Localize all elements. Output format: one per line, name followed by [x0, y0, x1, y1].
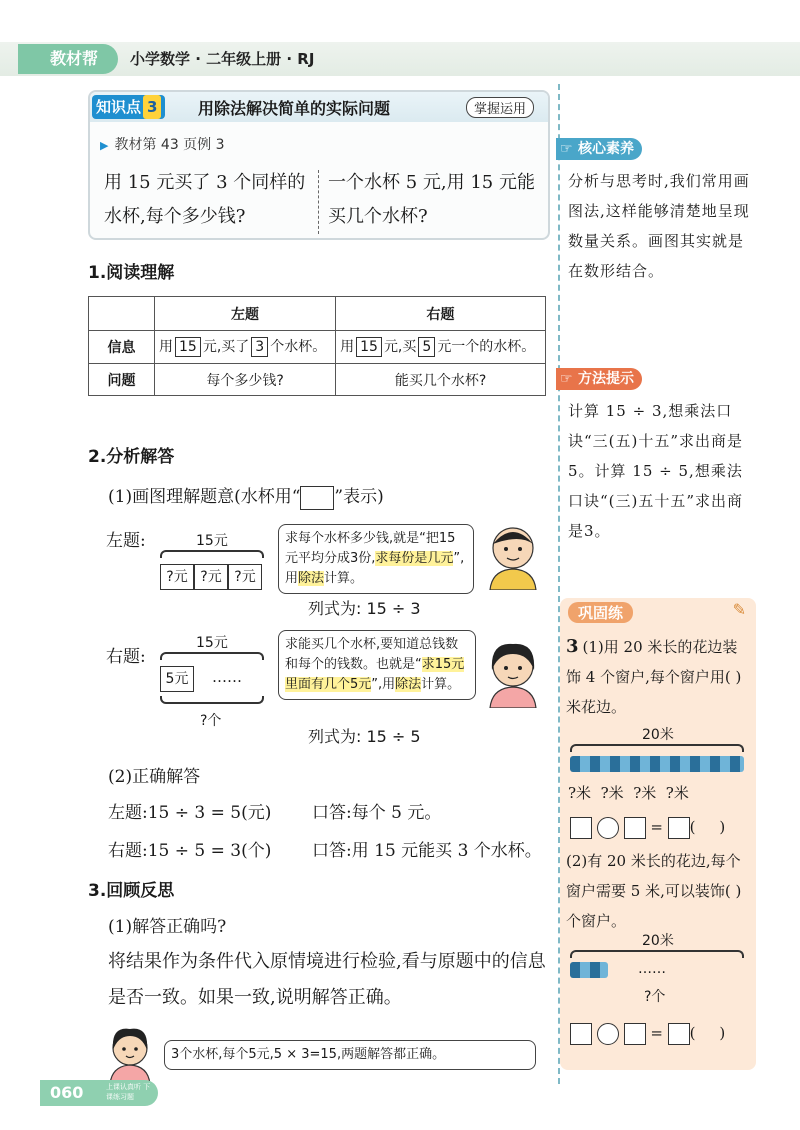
answer-box[interactable] — [570, 817, 592, 839]
practice-panel — [560, 598, 756, 1070]
boxed-value: 5 — [418, 337, 435, 357]
info-table — [88, 296, 546, 396]
mastery-badge: 掌握运用 — [466, 97, 534, 118]
lace-strip-2 — [570, 962, 608, 978]
textbook-reference: ▶ 教材第 43 页例 3 — [100, 137, 225, 153]
boxed-value: 15 — [356, 337, 382, 357]
right-count-brace — [160, 696, 264, 704]
question-left-cell: 每个多少钱? — [155, 364, 336, 396]
boy-illustration — [480, 522, 546, 590]
review-paragraph: 将结果作为条件代入原情境进行检验,看与原题中的信息是否一致。如果一致,说明解答正确。 — [108, 951, 546, 1008]
answer-left: 左题:15 ÷ 3 = 5(元) — [108, 803, 272, 823]
core-literacy-tag: ☞ 核心素养 — [556, 138, 642, 160]
girl-small-illustration — [102, 1024, 158, 1084]
info-left-cell: 用 15 元,买了 3 个水杯。 — [155, 331, 336, 364]
right-cups — [160, 666, 194, 692]
section-reading-title: 1.阅读理解 — [88, 263, 175, 283]
hand-icon: ☞ — [560, 371, 573, 387]
left-formula: 列式为: 15 ÷ 3 — [308, 599, 421, 618]
hand-icon: ☞ — [560, 141, 573, 157]
answer-box[interactable] — [624, 817, 646, 839]
cup-box: ?元 — [194, 564, 228, 590]
section-review-title: 3.回顾反思 — [88, 881, 175, 901]
brand-logo: 教材帮 — [18, 44, 118, 74]
right-hint-bubble: 求能买几个水杯,要知道总钱数和每个的钱数。也就是“求15元里面有几个5元”,用除法计算。 — [278, 630, 476, 700]
knowledge-point-tag: 知识点 3 — [92, 95, 165, 119]
practice-brace-1 — [570, 744, 744, 752]
info-right-cell: 用 15 元,买 5 元一个的水杯。 — [336, 331, 546, 364]
lace-strip-1 — [570, 756, 744, 772]
practice-length-1: 20米 — [642, 727, 674, 743]
cup-box: 5元 — [160, 666, 194, 692]
col-left-header: 左题 — [155, 297, 336, 331]
operator-circle[interactable] — [597, 817, 619, 839]
table-row — [89, 364, 546, 396]
left-total-brace — [160, 550, 264, 558]
boxed-value: 3 — [251, 337, 268, 357]
step2-text: (2)正确解答 — [108, 767, 201, 787]
core-literacy-text: 分析与思考时,我们常用画图法,这样能够清楚地呈现数量关系。画图其实就是在数形结合。 — [568, 172, 750, 280]
answer-right: 右题:15 ÷ 5 = 3(个) — [108, 841, 272, 861]
answer-left-say: 口答:每个 5 元。 — [312, 803, 442, 823]
practice-q1: 3 (1)用 20 米长的花边装饰 4 个窗户,每个窗户用( )米花边。 — [566, 636, 742, 716]
table-row — [89, 297, 546, 331]
practice-equation-2: = ( ) — [570, 1018, 725, 1048]
table-corner — [89, 297, 155, 331]
review-question: (1)解答正确吗? — [108, 917, 227, 937]
right-problem: 一个水杯 5 元,用 15 元能买几个水杯? — [328, 172, 535, 227]
row-question-header: 问题 — [89, 364, 155, 396]
right-formula: 列式为: 15 ÷ 5 — [308, 727, 421, 746]
book-title: 小学数学 · 二年级上册 · RJ — [130, 50, 315, 68]
answer-box[interactable] — [624, 1023, 646, 1045]
practice-parts: ?米 ?米 ?米 ?米 — [568, 784, 689, 802]
practice-count: ?个 — [644, 989, 666, 1005]
cup-box: ?元 — [160, 564, 194, 590]
cup-box: ?元 — [228, 564, 262, 590]
method-tip-tag: ☞ 方法提示 — [556, 368, 642, 390]
left-cups — [160, 564, 262, 590]
left-hint-bubble: 求每个水杯多少钱,就是“把15元平均分成3份,求每份是几元”,用除法计算。 — [278, 524, 474, 594]
answer-box[interactable] — [668, 1023, 690, 1045]
header-band — [0, 42, 800, 76]
review-bubble: 3个水杯,每个5元,5 × 3=15,两题解答都正确。 — [164, 1040, 536, 1070]
right-total-brace — [160, 652, 264, 660]
left-diagram-label: 左题: — [106, 531, 146, 551]
section-analysis-title: 2.分析解答 — [88, 447, 175, 467]
problem-divider — [318, 170, 319, 234]
answer-right-say: 口答:用 15 元能买 3 个水杯。 — [312, 841, 542, 861]
question-right-cell: 能买几个水杯? — [336, 364, 546, 396]
method-tip-text: 计算 15 ÷ 3,想乘法口诀“三(五)十五”求出商是5。计算 15 ÷ 5,想乘法口诀“(三)五十五”求出商是3。 — [568, 402, 744, 540]
cup-symbol-box — [300, 486, 334, 510]
table-row — [89, 331, 546, 364]
main-column — [88, 90, 550, 1062]
col-right-header: 右题 — [336, 297, 546, 331]
practice-dots: …… — [638, 961, 666, 977]
girl-illustration — [480, 640, 546, 708]
operator-circle[interactable] — [597, 1023, 619, 1045]
knowledge-point-number: 3 — [143, 95, 161, 119]
boxed-value: 15 — [175, 337, 201, 357]
practice-length-2: 20米 — [642, 933, 674, 949]
pencil-icon: ✎ — [732, 600, 746, 619]
left-total-label: 15元 — [196, 533, 228, 549]
right-count-label: ?个 — [200, 713, 222, 729]
practice-equation-1: = ( ) — [570, 812, 725, 842]
footer-note: 上课认真听 下课练习题 — [106, 1083, 151, 1101]
triangle-icon: ▶ — [100, 139, 109, 152]
practice-q2: (2)有 20 米长的花边,每个窗户需要 5 米,可以装饰( )个窗户。 — [566, 852, 742, 930]
right-total-label: 15元 — [196, 635, 228, 651]
page-number: 060 — [40, 1080, 158, 1106]
right-dots: …… — [212, 668, 242, 686]
left-problem: 用 15 元买了 3 个同样的水杯,每个多少钱? — [104, 172, 306, 227]
knowledge-point-box — [88, 90, 550, 240]
right-diagram-label: 右题: — [106, 647, 146, 667]
practice-tag: 巩固练 — [568, 602, 633, 623]
knowledge-point-title: 用除法解决简单的实际问题 — [198, 99, 391, 118]
row-info-header: 信息 — [89, 331, 155, 364]
answer-box[interactable] — [668, 817, 690, 839]
step1-text: (1)画图理解题意(水杯用“ ”表示) — [108, 482, 384, 510]
answer-box[interactable] — [570, 1023, 592, 1045]
